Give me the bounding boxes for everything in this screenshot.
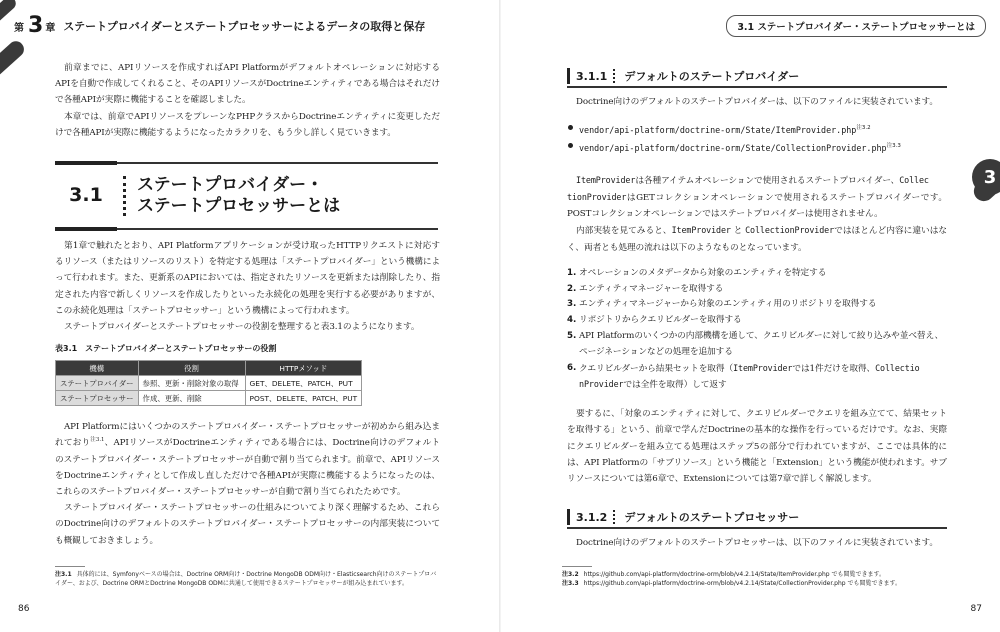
footnote-rule bbox=[55, 566, 85, 567]
footnote-ref: 注3.1 bbox=[90, 437, 105, 444]
corner-decoration bbox=[0, 38, 27, 82]
step-text: API Platformのいくつかの内部機構を通して、クエリビルダーに対して絞り込みや並べ替え、ページネーションなどの処理を追加する bbox=[579, 330, 944, 357]
running-section-header: 3.1 ステートプロバイダー・ステートプロセッサーとは bbox=[726, 15, 986, 37]
table-row bbox=[56, 391, 362, 406]
chapter-tab-number: 3 bbox=[972, 159, 1000, 195]
process-steps bbox=[567, 266, 947, 394]
footnote-ref: 注3.2 bbox=[856, 124, 871, 131]
table-header-row bbox=[56, 361, 362, 376]
step-number: 5. bbox=[567, 330, 577, 341]
text-span: はGETコレクションオペレーションで使用されるステートプロバイダーです。POSTコレクションオペレーションではステートプロバイダーは使用されません。 bbox=[567, 192, 947, 220]
body-paragraph: 要するに、「対象のエンティティに対して、クエリビルダーでクエリを組み立てて、結果セットを取得する」という、前章で学んだDoctrineの基本的な操作を行っているだけです。なお、実際にクエリビルダーを組み立てる処理はステップ5の部分で行われていますが、ここでは具体的には、API Platformの「サブリソース」という機能と「Extension」という機能が使われます。サブリソースについては第6章で、Extensionについては第7章で詳しく解説します。 bbox=[567, 409, 947, 484]
footnote bbox=[55, 570, 440, 588]
heading-rule-accent bbox=[55, 227, 117, 231]
chapter-header bbox=[14, 14, 425, 38]
section-heading bbox=[55, 162, 438, 230]
heading-dots bbox=[613, 510, 617, 524]
body-paragraph: Doctrine向けのデフォルトのステートプロセッサーは、以下のファイルに実装されています。 bbox=[576, 537, 939, 548]
footnote-ref: 注3.3 bbox=[886, 142, 901, 149]
body-paragraph: Doctrine向けのデフォルトのステートプロバイダーは、以下のファイルに実装されています。 bbox=[576, 96, 939, 107]
page-fold bbox=[499, 0, 501, 632]
table-cell: 参照、更新・削除対象の取得 bbox=[138, 376, 245, 391]
section-title-line: ステートプロバイダー・ bbox=[137, 175, 324, 195]
body-paragraph: ステートプロバイダーとステートプロセッサーの役割を整理すると表3.1のようになります。 bbox=[64, 322, 420, 333]
file-list bbox=[567, 120, 947, 156]
subsection-heading bbox=[567, 507, 947, 527]
chapter-tab bbox=[972, 145, 1000, 205]
step-text: エンティティマネージャーから対象のエンティティ用のリポジトリを取得する bbox=[579, 299, 877, 310]
step-text: では1件だけを取得、 bbox=[792, 363, 876, 374]
footnote-text: 具体的には、Symfonyベースの場合は、Doctrine ORM向け・Doctrine MongoDB ODM向け・Elasticsearch向けのステートプロバイダー、および、Doctrine ORMとDoctrine MongoDB ODMに共通して使用できるステートプロセッサーが組み込まれています。 bbox=[55, 571, 437, 587]
table-row bbox=[56, 376, 362, 391]
chapter-prefix: 第 bbox=[14, 22, 24, 34]
table-cell: 作成、更新、削除 bbox=[138, 391, 245, 406]
footnote-text: https://github.com/api-platform/doctrine-orm/blob/v4.2.14/State/ItemProvider.php でも閲覧できます。 bbox=[583, 571, 886, 578]
footnote-label: 注3.1 bbox=[55, 571, 72, 578]
text-span: 、APIリソースがDoctrineエンティティである場合には、Doctrine向けのデフォルトのステートプロバイダー・ステートプロセッサーが自動で割り当てられます。前章で、APIリソースをDoctrineエンティティとして作成し直しただけで各種APIが実際に機能するようになったのは、これらのステートプロバイダー・ステートプロセッサーが自動で割り当てられたためです。 bbox=[55, 438, 440, 498]
inline-code: tionProvider bbox=[567, 191, 627, 202]
step-text: クエリビルダーから結果セットを取得（ bbox=[579, 363, 734, 374]
heading-dots bbox=[613, 69, 617, 83]
inline-code: CollectionProvider bbox=[745, 225, 835, 236]
section-number: 3.1 bbox=[69, 184, 103, 206]
section-title-line: ステートプロセッサーとは bbox=[137, 196, 341, 216]
page-number-right: 87 bbox=[970, 604, 982, 614]
step-number: 4. bbox=[567, 315, 577, 326]
body-paragraph bbox=[567, 172, 947, 223]
step-number: 3. bbox=[567, 299, 577, 310]
step-number: 6. bbox=[567, 362, 577, 373]
inline-code: Collectio bbox=[875, 362, 920, 373]
heading-bar bbox=[567, 68, 570, 84]
inline-code: ItemProvider bbox=[576, 174, 636, 185]
table-header-cell: 役割 bbox=[138, 361, 245, 376]
chapter-suffix: 章 bbox=[45, 22, 56, 34]
inline-code: Collec bbox=[899, 174, 929, 185]
subsection-title: デフォルトのステートプロセッサー bbox=[624, 511, 800, 525]
table-caption: 表3.1 ステートプロバイダーとステートプロセッサーの役割 bbox=[55, 344, 277, 354]
list-item bbox=[567, 361, 947, 395]
table-cell: POST、DELETE、PATCH、PUT bbox=[245, 391, 362, 406]
subsection-number: 3.1.2 bbox=[576, 510, 608, 524]
step-number: 1. bbox=[567, 267, 577, 278]
step-number: 2. bbox=[567, 283, 577, 294]
step-text: エンティティマネージャーを取得する bbox=[579, 283, 724, 294]
body-paragraph: 第1章で触れたとおり、API Platformアプリケーションが受け取ったHTTPリクエストに対応するリソース（またはリソースのリスト）を特定する処理は「ステートプロバイダー」という機構によって行われます。また、更新系のAPIにおいては、指定されたリソースを更新または削除したり、指定された内容で新しくリソースを作成したりといった永続化の処理を実行する必要がありますが、この永続化処理は「ステートプロセッサー」という機構によって行われます。 bbox=[55, 241, 440, 316]
body-paragraph bbox=[567, 222, 947, 255]
footnote-rule bbox=[562, 566, 592, 567]
section-title bbox=[137, 175, 340, 217]
inline-code: ItemProvider bbox=[671, 225, 731, 236]
text-span: は各種アイテムオペレーションで使用されるステートプロバイダー、 bbox=[635, 175, 900, 186]
step-text: では全件を取得）して返す bbox=[623, 380, 727, 391]
list-item bbox=[567, 138, 947, 156]
table-cell: GET、DELETE、PATCH、PUT bbox=[245, 376, 362, 391]
intro-paragraph: 本章では、前章でAPIリソースをプレーンなPHPクラスからDoctrineエンティティに変更しただけで各種APIが実際に機能するようになったカラクリを、もう少し詳しく見ていきます。 bbox=[55, 111, 440, 138]
footnote-label: 注3.3 bbox=[562, 580, 579, 587]
step-text: リポジトリからクエリビルダーを取得する bbox=[579, 315, 742, 326]
chapter-title: ステートプロバイダーとステートプロセッサーによるデータの取得と保存 bbox=[63, 20, 426, 33]
list-item bbox=[567, 297, 947, 313]
footnote-text: https://github.com/api-platform/doctrine-orm/blob/v4.2.14/State/CollectionProvider.php でも閲覧できます。 bbox=[583, 580, 902, 587]
footnote bbox=[562, 579, 952, 588]
subsection-title: デフォルトのステートプロバイダー bbox=[624, 70, 800, 83]
chapter-number: 3 bbox=[28, 13, 44, 38]
right-page-body bbox=[567, 66, 947, 551]
text-span: と bbox=[733, 226, 743, 237]
file-path: vendor/api-platform/doctrine-orm/State/ItemProvider.php bbox=[579, 124, 857, 135]
file-path: vendor/api-platform/doctrine-orm/State/CollectionProvider.php bbox=[579, 142, 887, 153]
list-item bbox=[567, 329, 947, 361]
table-cell: ステートプロセッサー bbox=[56, 391, 139, 406]
list-item bbox=[567, 282, 947, 298]
inline-code: nProvider bbox=[579, 379, 624, 390]
left-page-intro bbox=[55, 60, 440, 141]
text-span: ではほとんど内容に違いはなく、両者とも処理の流れは以下のようなものとなっています。 bbox=[567, 226, 947, 253]
table-cell: ステートプロバイダー bbox=[56, 376, 139, 391]
heading-dots bbox=[123, 176, 129, 216]
table-header-cell: 機構 bbox=[56, 361, 139, 376]
subsection-number: 3.1.1 bbox=[576, 69, 608, 83]
table-header-cell: HTTPメソッド bbox=[245, 361, 362, 376]
inline-code: ItemProvider bbox=[733, 362, 793, 373]
list-item bbox=[567, 120, 947, 138]
step-text: オペレーションのメタデータから対象のエンティティを特定する bbox=[579, 267, 827, 278]
subsection-heading bbox=[567, 66, 947, 86]
heading-bar bbox=[567, 509, 570, 525]
text-span: API Platformにはいくつかのステートプロバイダー・ステートプロセッサーが初めから組み込まれており bbox=[55, 422, 440, 449]
text-span: 内部実装を見てみると、 bbox=[576, 226, 672, 237]
list-item bbox=[567, 313, 947, 329]
left-page-body bbox=[55, 238, 440, 549]
body-paragraph: ステートプロバイダー・ステートプロセッサーの仕組みについてより深く理解するため、これらのDoctrine向けのデフォルトのステートプロバイダー・ステートプロセッサーの内部実装についても概観しておきましょう。 bbox=[55, 503, 440, 546]
intro-paragraph: 前章までに、APIリソースを作成すればAPI Platformがデフォルトオペレーションに対応するAPIを自動で作成してくれること、そのAPIリソースがDoctrineエンティティである場合はそれだけで各種APIが実際に機能することを確認しました。 bbox=[55, 63, 440, 106]
footnote bbox=[562, 570, 952, 579]
roles-table bbox=[55, 360, 362, 406]
heading-rule-accent bbox=[55, 161, 117, 165]
page-number-left: 86 bbox=[18, 604, 30, 614]
footnote-label: 注3.2 bbox=[562, 571, 579, 578]
body-paragraph bbox=[55, 419, 440, 500]
list-item bbox=[567, 266, 947, 282]
